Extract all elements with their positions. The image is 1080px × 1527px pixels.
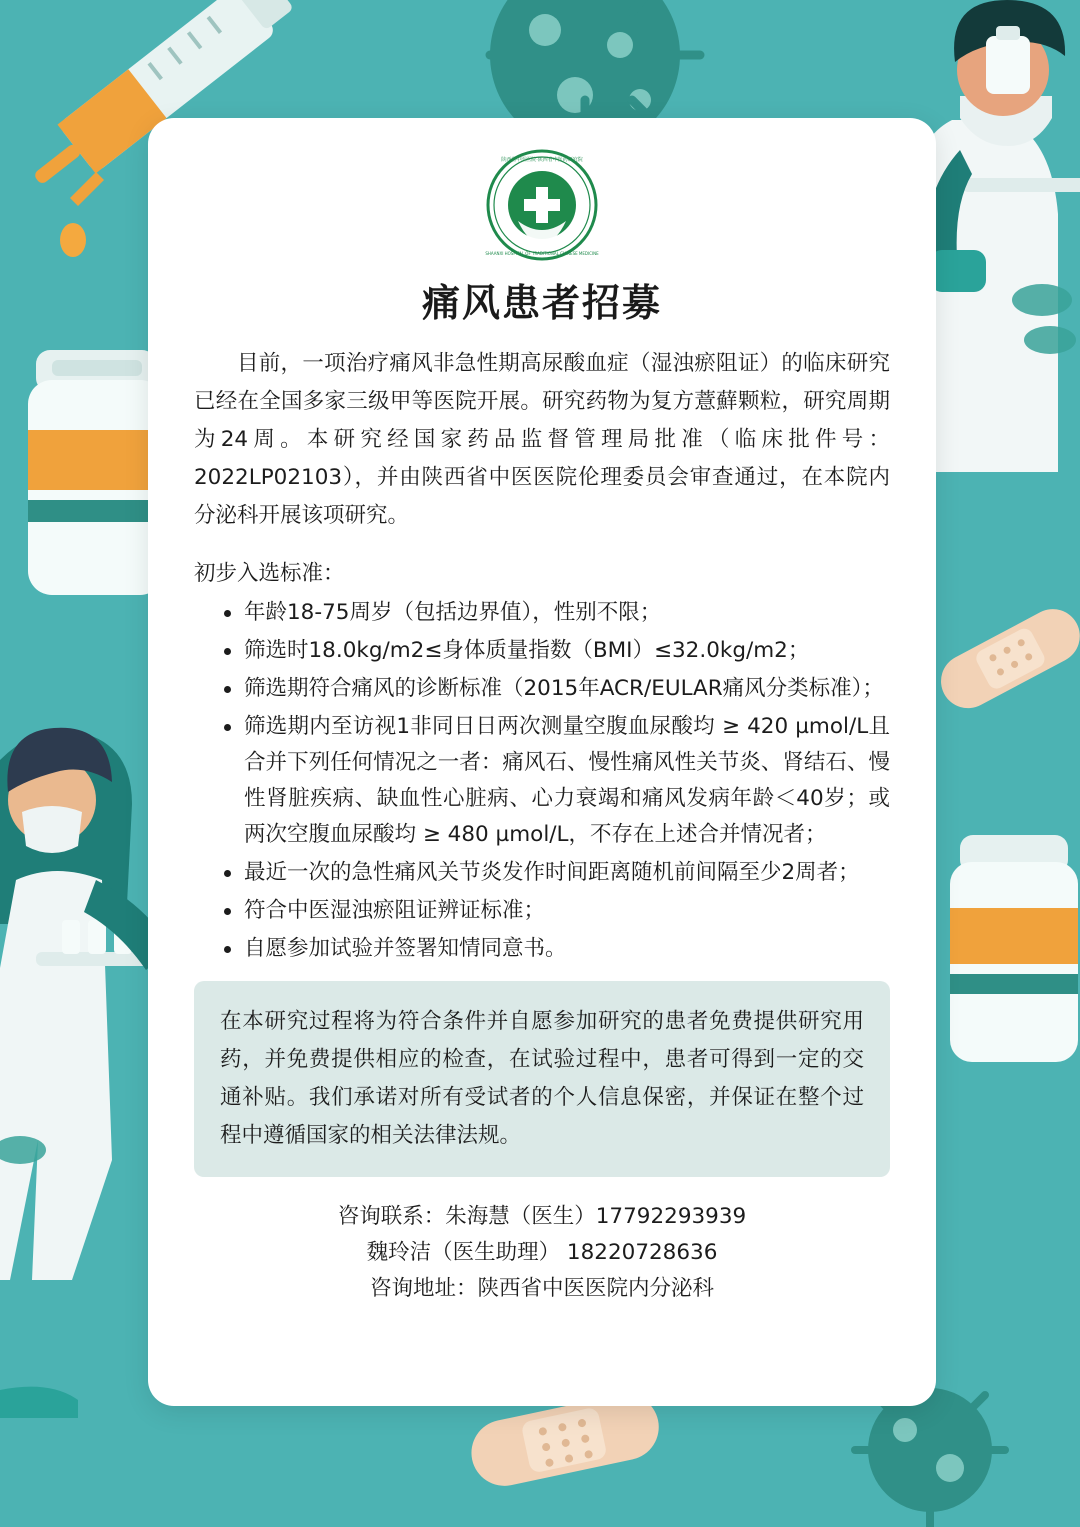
pill-bottle-icon-left: [28, 350, 164, 595]
contact-block: [194, 1195, 890, 1307]
hospital-logo: [194, 144, 890, 266]
page-title: 痛风患者招募: [421, 281, 662, 325]
contact-line-assistant: 魏玲洁（医生助理） 18220728636: [366, 1240, 718, 1265]
pill-bottle-icon-right: [950, 835, 1078, 1062]
svg-text:陕西省中医医院·陕西省中医药研究院: 陕西省中医医院·陕西省中医药研究院: [501, 157, 583, 163]
list-item: 符合中医湿浊瘀阻证辨证标准；: [228, 893, 890, 929]
list-item: 筛选期符合痛风的诊断标准（2015年ACR/EULAR痛风分类标准）；: [228, 671, 890, 707]
list-item: 年龄18-75周岁（包括边界值），性别不限；: [228, 595, 890, 631]
criteria-heading: 初步入选标准：: [194, 561, 345, 586]
list-item: 筛选时18.0kg/m2≤身体质量指数（BMI）≤32.0kg/m2；: [228, 633, 890, 669]
notice-text: 在本研究过程将为符合条件并自愿参加研究的患者免费提供研究用药，并免费提供相应的检查，在试验过程中，患者可得到一定的交通补贴。我们承诺对所有受试者的个人信息保密，并保证在整个过程中遵循国家的相关法律法规。: [220, 1009, 864, 1148]
contact-line-doctor: 咨询联系：朱海慧（医生）17792293939: [337, 1204, 747, 1229]
list-item: 自愿参加试验并签署知情同意书。: [228, 931, 890, 967]
recruitment-card: [148, 118, 936, 1406]
list-item: 筛选期内至访视1非同日日两次测量空腹血尿酸均 ≥ 420 µmol/L且合并下列任何情况之一者：痛风石、慢性痛风性关节炎、肾结石、慢性肾脏疾病、缺血性心脏病、心力衰竭和痛风发病年龄＜40岁；或两次空腹血尿酸均 ≥ 480 µmol/L，不存在上述合并情况者；: [228, 709, 890, 853]
svg-text:SHAANXI HOSPITAL OF TRADITIONA: SHAANXI HOSPITAL OF TRADITIONAL CHINESE MEDICINE: [485, 251, 599, 256]
list-item: 最近一次的急性痛风关节炎发作时间距离随机前间隔至少2周者；: [228, 855, 890, 891]
contact-line-address: 咨询地址：陕西省中医医院内分泌科: [369, 1276, 714, 1301]
intro-paragraph: 目前，一项治疗痛风非急性期高尿酸血症（湿浊瘀阻证）的临床研究已经在全国多家三级甲等医院开展。研究药物为复方薏蘚颗粒，研究周期为24周。本研究经国家药品监督管理局批准（临床批件号：2022LP02103），并由陕西省中医医院伦理委员会审查通过，在本院内分泌科开展该项研究。: [194, 351, 890, 528]
notice-box: [194, 981, 890, 1177]
criteria-list: [194, 595, 890, 967]
